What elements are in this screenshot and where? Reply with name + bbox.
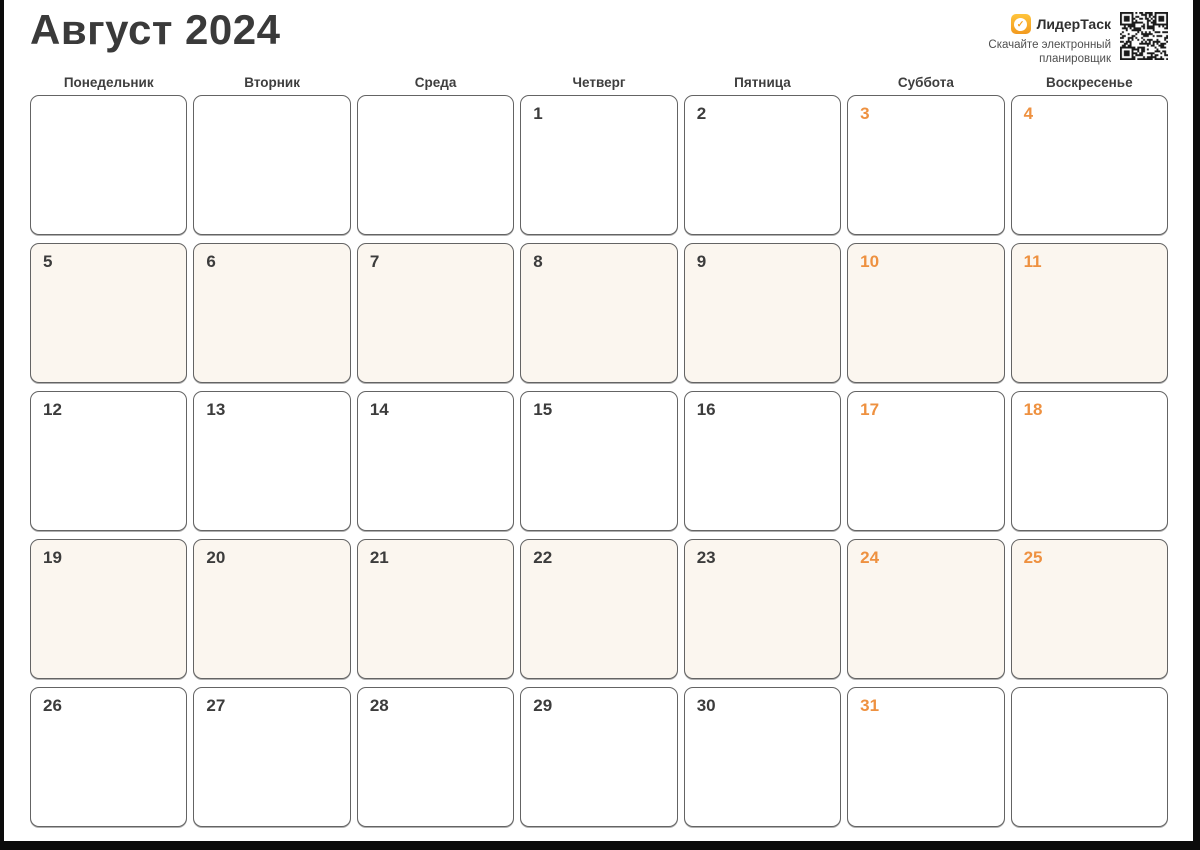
day-number: 7 [369,252,380,271]
day-cell [684,391,841,531]
day-cell-weekend [847,95,1004,235]
day-number: 31 [860,696,880,715]
day-cell [520,391,677,531]
day-cell-weekend [847,243,1004,383]
tagline-line-2: планировщик [1039,52,1111,65]
day-number: 25 [1023,548,1043,567]
weekday-header-friday: Пятница [734,75,791,90]
day-number: 10 [860,252,880,271]
day-cell [357,687,514,827]
day-cell-weekend [847,539,1004,679]
day-number: 13 [206,400,226,419]
day-cell [520,539,677,679]
weekday-header-saturday: Суббота [897,75,954,90]
day-cell [684,95,841,235]
day-number: 20 [206,548,226,567]
day-number: 17 [860,400,880,419]
page-edge-right [1193,0,1200,850]
day-cell [193,95,350,235]
day-number: 1 [533,104,543,123]
day-cell [193,391,350,531]
check-icon: ✓ [1014,18,1027,31]
day-cell [193,687,350,827]
day-cell [684,243,841,383]
day-number: 9 [696,252,707,271]
qr-code [1120,12,1168,60]
page-title: Август 2024 [30,6,281,53]
day-cell [30,391,187,531]
weekday-header-sunday: Воскресенье [1045,75,1133,90]
day-cell [30,95,187,235]
day-cell-weekend [1011,539,1168,679]
day-cell-weekend [1011,243,1168,383]
branding-block [988,12,1168,67]
day-cell [357,391,514,531]
day-cell-weekend [847,687,1004,827]
day-cell [520,243,677,383]
logo-row [1011,14,1111,34]
day-number: 14 [369,400,389,419]
page-edge-bottom [0,841,1200,850]
leadertask-check-icon [1011,14,1031,34]
day-number: 26 [43,696,62,715]
day-cell [193,243,350,383]
logo-label: ЛидерТаск [1036,16,1111,32]
day-cell [357,539,514,679]
day-cell [684,539,841,679]
weekday-header-tuesday: Вторник [244,75,300,90]
day-number: 4 [1023,104,1034,123]
day-cell [357,243,514,383]
day-number: 30 [696,696,716,715]
day-cell-weekend [1011,95,1168,235]
day-number: 16 [696,400,716,419]
day-cell [684,687,841,827]
day-number: 15 [533,400,553,419]
day-number: 28 [369,696,389,715]
day-number: 19 [43,548,62,567]
weekday-header-row [30,75,1168,90]
weekday-header-thursday: Четверг [572,75,626,90]
day-number: 24 [860,548,880,567]
day-number: 2 [696,104,707,123]
day-cell [520,687,677,827]
day-number: 6 [206,252,216,271]
day-number: 11 [1023,252,1042,271]
day-cell-empty [1011,687,1168,827]
page-edge-left [0,0,4,850]
weekday-header-wednesday: Среда [414,75,457,90]
day-number: 5 [43,252,53,271]
day-number: 8 [533,252,543,271]
day-number: 29 [533,696,553,715]
day-number: 23 [696,548,716,567]
calendar-grid [30,95,1168,827]
day-number: 21 [369,548,389,567]
day-cell-weekend [1011,391,1168,531]
day-cell [30,687,187,827]
day-number: 27 [206,696,226,715]
day-cell-weekend [847,391,1004,531]
day-cell [193,539,350,679]
day-number: 3 [860,104,870,123]
day-cell [357,95,514,235]
day-number: 22 [533,548,553,567]
day-number: 18 [1023,400,1043,419]
tagline-line-1: Скачайте электронный [988,39,1111,51]
weekday-header-monday: Понедельник [63,75,154,90]
day-number: 12 [43,400,62,419]
day-cell [30,243,187,383]
day-cell [520,95,677,235]
day-cell [30,539,187,679]
